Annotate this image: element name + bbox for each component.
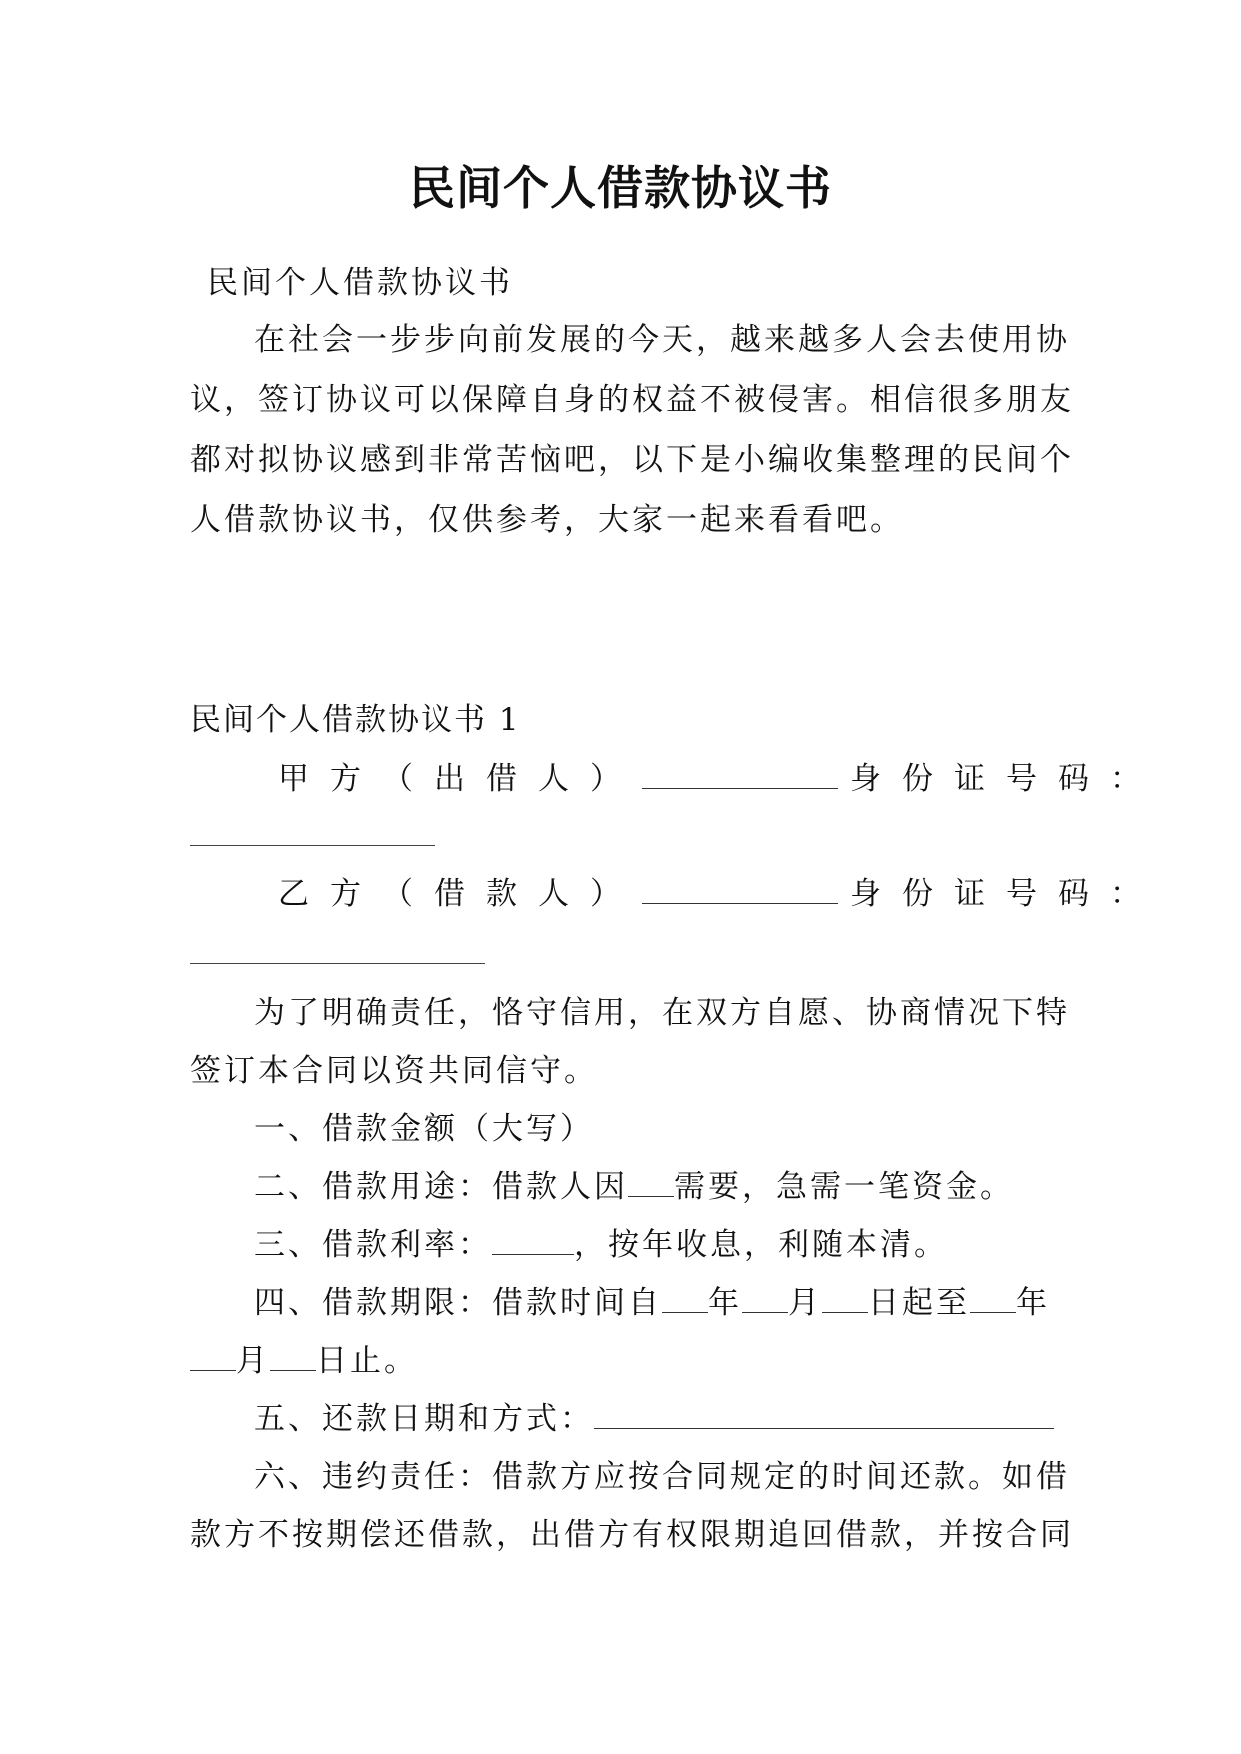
clause-loan-purpose — [254, 1157, 1048, 1217]
intro-line-2: 议，签订协议可以保障自身的权益不被侵害。相信很多朋友 — [190, 382, 1074, 418]
start-day-label: 日起至 — [868, 1285, 970, 1321]
party-b-name-blank[interactable] — [642, 875, 838, 904]
party-b-row — [278, 864, 1162, 924]
party-b-label: 乙方（借款人） — [278, 876, 642, 912]
party-a-row — [278, 749, 1162, 809]
start-month-blank[interactable] — [742, 1284, 788, 1313]
end-day-label: 日止。 — [316, 1343, 418, 1379]
clause-loan-purpose-text-b: 需要，急需一笔资金。 — [674, 1169, 1014, 1205]
end-year-blank[interactable] — [970, 1284, 1016, 1313]
start-month-label: 月 — [788, 1285, 822, 1321]
clause-interest-rate-text-a: 三、借款利率： — [254, 1227, 492, 1263]
clause-loan-term-text: 四、借款期限：借款时间自 — [254, 1285, 662, 1321]
preamble-line-1: 为了明确责任，恪守信用，在双方自愿、协商情况下特 — [254, 995, 1070, 1031]
party-b-id-label: 身份证号码： — [850, 876, 1162, 912]
section-heading: 民间个人借款协议书 1 — [190, 702, 521, 738]
end-day-blank[interactable] — [270, 1342, 316, 1371]
clause-loan-term-cont — [190, 1331, 1048, 1391]
clause-interest-rate-text-b: ，按年收息，利随本清。 — [574, 1227, 948, 1263]
party-a-id-label: 身份证号码： — [850, 761, 1162, 797]
party-a-name-blank[interactable] — [642, 760, 838, 789]
clause-loan-term — [254, 1273, 1048, 1333]
party-b-id-blank[interactable] — [190, 963, 485, 964]
end-year-label: 年 — [1016, 1285, 1050, 1321]
clause-repayment-text: 五、还款日期和方式： — [254, 1401, 594, 1437]
end-month-blank[interactable] — [190, 1342, 236, 1371]
clause-interest-rate — [254, 1215, 1048, 1275]
page-title: 民间个人借款协议书 — [409, 161, 832, 215]
intro-line-3: 都对拟协议感到非常苦恼吧，以下是小编收集整理的民间个 — [190, 442, 1074, 478]
clause-loan-amount: 一、借款金额（大写） — [254, 1111, 594, 1147]
start-day-blank[interactable] — [822, 1284, 868, 1313]
party-a-id-blank[interactable] — [190, 845, 435, 846]
end-month-label: 月 — [236, 1343, 270, 1379]
repayment-blank[interactable] — [594, 1400, 1054, 1429]
clause-breach-line-2: 款方不按期偿还借款，出借方有权限期追回借款，并按合同 — [190, 1517, 1074, 1553]
intro-line-4: 人借款协议书，仅供参考，大家一起来看看吧。 — [190, 502, 904, 538]
interest-rate-blank[interactable] — [492, 1226, 574, 1255]
clause-loan-purpose-text-a: 二、借款用途：借款人因 — [254, 1169, 628, 1205]
clause-repayment — [254, 1389, 1048, 1449]
purpose-blank[interactable] — [628, 1168, 674, 1197]
start-year-blank[interactable] — [662, 1284, 708, 1313]
start-year-label: 年 — [708, 1285, 742, 1321]
party-a-label: 甲方（出借人） — [278, 761, 642, 797]
preamble-line-2: 签订本合同以资共同信守。 — [190, 1053, 598, 1089]
intro-line-1: 在社会一步步向前发展的今天，越来越多人会去使用协 — [254, 322, 1070, 358]
document-subtitle: 民间个人借款协议书 — [207, 265, 513, 301]
clause-breach-line-1: 六、违约责任：借款方应按合同规定的时间还款。如借 — [254, 1459, 1070, 1495]
